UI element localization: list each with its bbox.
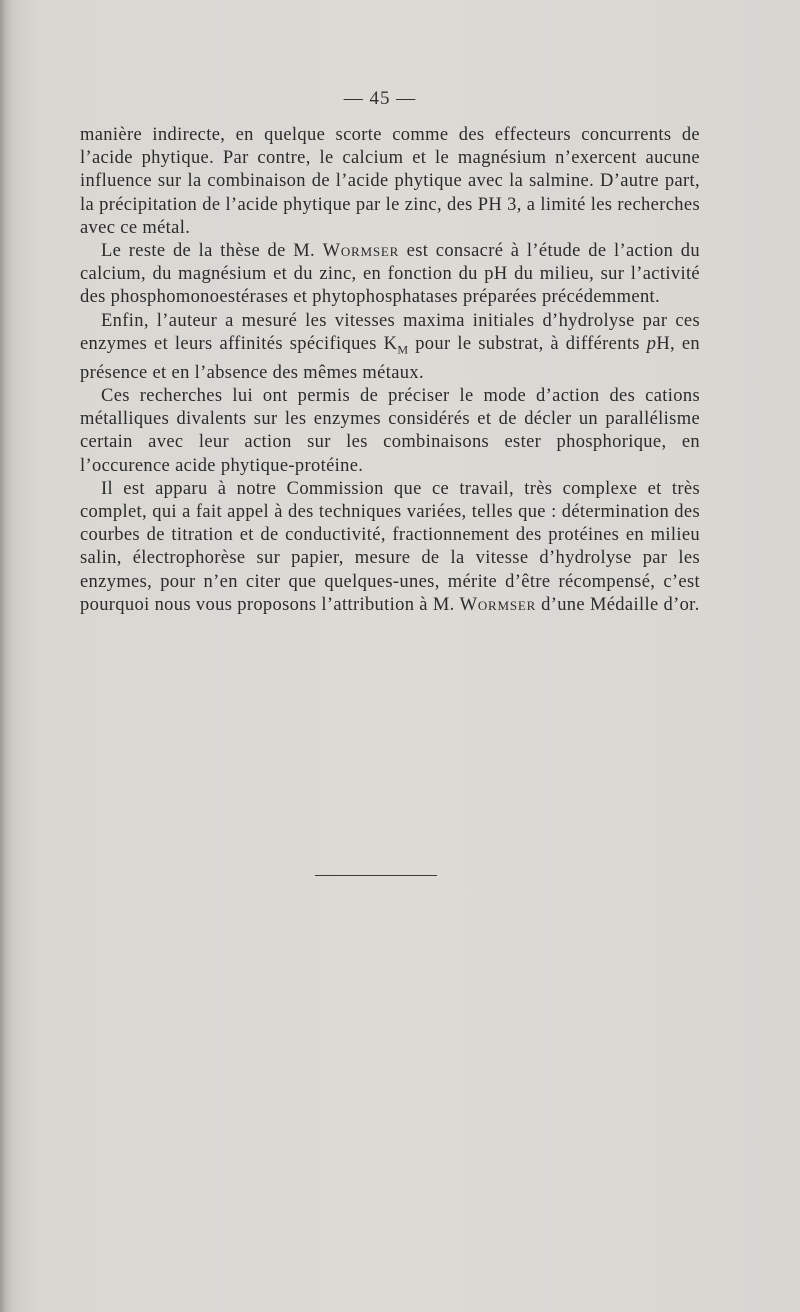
section-end-rule — [315, 875, 437, 876]
paragraph-3 — [80, 310, 700, 385]
paragraph-5-text-after: d’une Médaille d’or. — [536, 594, 700, 615]
paragraph-1: manière indirecte, en quelque scorte comme des effecteurs concurrents de l’acide phytique. Par contre, le calcium et le magnésium n’exercent aucune influence sur la combinaison de l’acide phytique avec la salmine. D’autre part, la précipitation de l’acide phytique par le zinc, des PH 3, a limité les recherches avec ce métal. — [80, 125, 700, 238]
ph-italic-p: p — [646, 333, 657, 354]
author-name-2: Wormser — [459, 594, 537, 615]
paragraph-2-text-before: Le reste de la thèse de M. — [101, 241, 323, 262]
author-name: Wormser — [322, 241, 400, 262]
paragraph-3-text-end: H, en présence et en l’absence des mêmes métaux. — [80, 333, 700, 383]
body-text — [80, 124, 700, 617]
km-subscript: M — [397, 342, 409, 357]
paragraph-2-text-after: est consacré à l’étude de l’action du calcium, du magnésium et du zinc, en fonction du pH du milieu, sur l’activité des phosphomonoestérases et phytophosphatases préparées précédemment. — [80, 241, 700, 308]
paragraph-4: Ces recherches lui ont permis de préciser le mode d’action des cations métalliques divalents sur les enzymes considérés et de décler un parallélisme certain avec leur action sur les combinaisons ester phosphorique, en l’occurence acide phytique-protéine. — [80, 385, 700, 476]
paragraph-5 — [80, 478, 700, 617]
paragraph-5-text-before: Il est apparu à notre Commission que ce travail, très complexe et très complet, qui a fait appel à des techniques variées, telles que : détermination des courbes de titration et de conductivité, fractionnement des protéines en milieu salin, électrophorèse sur papier, mesure de la vitesse d’hydrolyse par les enzymes, pour n’en citer que quelques-unes, mérite d’être récompensé, c’est pourquoi nous vous proposons l’attribution à M. — [80, 478, 700, 615]
paragraph-3-text-before: Enfin, l’auteur a mesuré les vitesses maxima initiales d’hydrolyse par ces enzymes et leurs affinités spécifiques K — [80, 310, 700, 354]
page-number: — 45 — — [343, 88, 417, 109]
paragraph-3-text-middle: pour le substrat, à différents — [408, 333, 647, 354]
book-binding-edge — [0, 0, 14, 1312]
paragraph-2 — [80, 240, 700, 310]
